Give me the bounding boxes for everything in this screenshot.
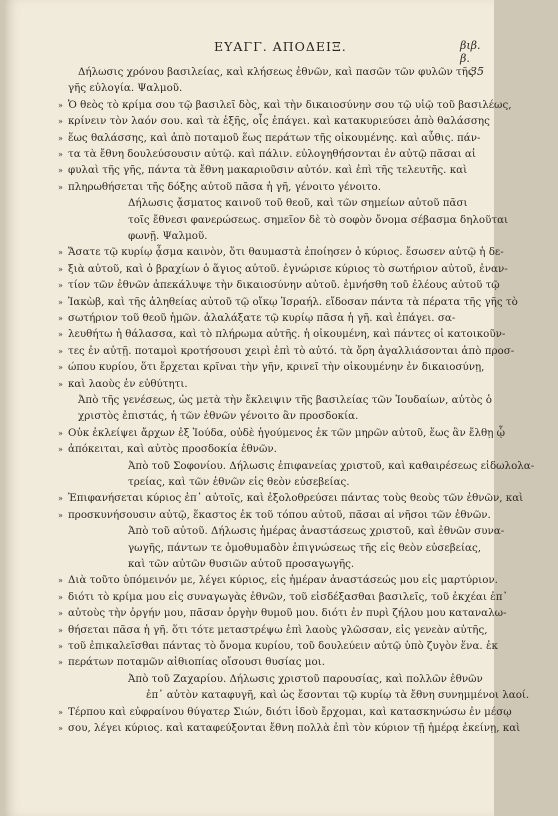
line-text: Διὰ τοῦτο ὑπόμεινόν με, λέγει κύριος, εἰς ἡμέραν ἀναστάσεώς μου εἰς μαρτύριον.	[68, 574, 498, 587]
quotation-mark: »	[58, 166, 63, 176]
line-text: ἕως θαλάσσης, καὶ ἀπὸ ποταμοῦ ἕως περάτων τῆς οἰκουμένης. καὶ αὖθις. πάν-	[68, 131, 481, 144]
line-text: Ἐπιφανήσεται κύριος ἐπ᾽ αὐτοῖς, καὶ ἐξολοθρεύσει πάντας τοὺς θεοὺς τῶν ἐθνῶν, καὶ	[68, 492, 524, 505]
quotation-mark: »	[58, 297, 63, 307]
line-text: γῆς εὐλογία. Ψαλμοῦ.	[68, 82, 183, 95]
quotation-mark: »	[58, 609, 63, 619]
line-text: καὶ τῶν αὐτῶν θυσιῶν αὐτοῦ προσαγωγῆς.	[128, 558, 355, 570]
line-text: ἐπ᾽ αὐτὸν καταφυγῆ, καὶ ὡς ἔσονται τῷ κυρίῳ τὰ ἔθνη συνημμένοι λαοί.	[146, 689, 530, 702]
text-line	[68, 558, 540, 571]
line-text: τρείας, καὶ τῶν ἐθνῶν εἰς θεὸν εὐσεβείας.	[128, 476, 350, 488]
line-text: Ὁ θεὸς τὸ κρίμα σου τῷ βασιλεῖ δὸς, καὶ τὴν δικαιοσύνην σου τῷ υἱῷ τοῦ βασιλέως,	[68, 98, 512, 111]
page-number: 35	[470, 65, 484, 78]
book-page	[4, 0, 535, 816]
line-text: διότι τὸ κρίμα μου εἰς συναγωγὰς ἐθνῶν, τοῦ εἰσδέξασθαι βασιλεῖς, τοῦ ἐκχέαι ἐπ᾽	[68, 590, 508, 603]
quotation-mark: »	[58, 133, 63, 143]
text-line	[68, 394, 490, 407]
text-line	[58, 492, 524, 505]
quotation-mark: »	[58, 428, 63, 438]
text-line	[68, 82, 480, 95]
line-text: Δήλωσις χρόνου βασιλείας, καὶ κλήσεως ἐθνῶν, καὶ πασῶν τῶν φυλῶν τῆς	[78, 66, 474, 78]
running-head: ΕΥΑΓΓ. ΑΠΟΔΕΙΞ.	[214, 39, 347, 54]
quotation-mark: »	[58, 592, 63, 602]
line-text: Ἀπὸ τοῦ αὐτοῦ. Δήλωσις ἡμέρας ἀναστάσεως χριστοῦ, καὶ ἐθνῶν συνα-	[128, 525, 505, 538]
text-line	[58, 246, 504, 259]
line-text: Ἀπὸ τοῦ Σοφονίου. Δήλωσις ἐπιφανείας χριστοῦ, καὶ καθαιρέσεως εἰδωλολα-	[128, 459, 535, 472]
quotation-mark: »	[58, 363, 63, 373]
quotation-mark: »	[58, 510, 63, 520]
quotation-mark: »	[58, 346, 63, 356]
text-line	[68, 410, 490, 423]
quotation-mark: »	[58, 117, 63, 127]
line-text: σου, λέγει κύριος. καὶ καταφεύξονται ἔθνη πολλὰ ἐπὶ τὸν κύριον τῇ ἡμέρᾳ ἐκείνῃ, καὶ	[68, 722, 521, 734]
line-text: προσκυνήσουσιν αὐτῷ, ἕκαστος ἐκ τοῦ τόπου αὐτοῦ, πᾶσαι αἱ νῆσοι τῶν ἐθνῶν.	[68, 508, 491, 521]
text-line	[58, 590, 508, 604]
line-text: Ἰακὼβ, καὶ τῆς ἀληθείας αὐτοῦ τῷ οἴκῳ Ἰσραήλ. εἴδοσαν πάντα τὰ πέρατα τῆς γῆς τὸ	[68, 295, 518, 308]
line-text: τοῦ ἐπικαλεῖσθαι πάντας τὸ ὄνομα κυρίου, τοῦ δουλεύειν αὐτῷ ὑπὸ ζυγὸν ἕνα. ἐκ	[68, 640, 498, 652]
quotation-mark: »	[58, 625, 63, 635]
line-text: τες ἐν αὐτῇ. ποταμοὶ κροτήσουσι χειρὶ ἐπὶ τὸ αὐτό. τὰ ὄρη ἀγαλλιάσονται ἀπὸ προσ-	[68, 344, 515, 357]
line-text: λευθήτω ἡ θάλασσα, καὶ τὸ πλήρωμα αὐτῆς. ἡ οἰκουμένη, καὶ πάντες οἱ κατοικοῦν-	[68, 328, 506, 341]
line-text: χριστὸς ἐπιστάς, ἡ τῶν ἐθνῶν γένοιτο ἂν προσδοκία.	[78, 410, 359, 423]
quotation-mark: »	[58, 100, 63, 110]
text-line	[58, 262, 508, 276]
line-text: καὶ λαοὺς ἐν εὐθύτητι.	[68, 377, 188, 390]
quotation-mark: »	[58, 248, 63, 258]
quotation-mark: »	[58, 264, 63, 274]
text-line	[68, 460, 540, 473]
text-line	[58, 426, 506, 440]
line-text: Ἀπὸ τῆς γενέσεως, ὡς μετὰ τὴν ἔκλειψιν τῆς βασιλείας τῶν Ἰουδαίων, αὐτὸς ὁ	[78, 394, 492, 406]
line-text: Τέρπου καὶ εὐφραίνου θύγατερ Σιών, διότι ἰδοὺ ἔρχομαι, καὶ κατασκηνώσω ἐν μέσῳ	[68, 705, 512, 718]
line-text: περάτων ποταμῶν αἰθιοπίας οἴσουσι θυσίας μοι.	[68, 656, 325, 669]
text-line	[68, 476, 540, 489]
text-line	[68, 673, 540, 686]
text-line	[58, 705, 512, 719]
text-line	[58, 443, 480, 456]
quotation-mark: »	[58, 576, 63, 586]
line-text: Ἀπὸ τοῦ Ζαχαρίου. Δήλωσις χριστοῦ παρουσίας, καὶ πολλῶν ἐθνῶν	[128, 672, 483, 685]
text-line	[58, 312, 480, 325]
quotation-mark: »	[58, 330, 63, 340]
line-text: τα τὰ ἔθνη δουλεύσουσιν αὐτῷ. καὶ πάλιν. εὐλογηθήσονται ἐν αὐτῷ πᾶσαι αἱ	[68, 148, 476, 160]
quotation-mark: »	[58, 150, 63, 159]
text-line	[68, 197, 540, 210]
line-text: Ἄσατε τῷ κυρίῳ ᾆσμα καινὸν, ὅτι θαυμαστὰ ἐποίησεν ὁ κύριος. ἔσωσεν αὐτῷ ἡ δε-	[68, 246, 504, 259]
line-text: Δήλωσις ᾄσματος καινοῦ τοῦ θεοῦ, καὶ τῶν σημείων αὐτοῦ πᾶσι	[128, 197, 468, 210]
quotation-mark: »	[58, 494, 63, 504]
line-text: αὐτοὺς τὴν ὀργήν μου, πᾶσαν ὀργὴν θυμοῦ μου. διότι ἐν πυρὶ ζήλου μου καταναλω-	[68, 607, 507, 620]
text-line	[58, 640, 498, 653]
text-line	[58, 377, 480, 391]
text-line	[58, 115, 490, 128]
quotation-mark: »	[58, 658, 63, 668]
line-text: κρίνειν τὸν λαόν σου. καὶ τὰ ἑξῆς, οἷς ἐπάγει. καὶ κατακυριεύσει ἀπὸ θαλάσσης	[68, 115, 490, 128]
line-text: θήσεται πᾶσα ἡ γῆ. ὅτι τότε μεταστρέψω ἐπὶ λαοὺς γλῶσσαν, εἰς γενεὰν αὐτῆς,	[68, 623, 488, 636]
quotation-mark: »	[58, 379, 63, 389]
text-line	[68, 214, 540, 227]
quotation-mark: »	[58, 724, 63, 733]
line-text: φυλαὶ τῆς γῆς, πάντα τὰ ἔθνη μακαριοῦσιν αὐτόν. καὶ ἐπὶ τῆς τελευτῆς. καὶ	[68, 164, 468, 177]
quotation-mark: »	[58, 707, 63, 717]
line-text: γωγῆς, πάντων τε ὁμοθυμαδὸν ἐπιγνώσεως τῆς εἰς θεὸν εὐσεβείας,	[128, 541, 482, 554]
line-text: τοῖς ἔθνεσι φανερώσεως. σημεῖον δὲ τὸ σοφὸν ὄνομα σέβασμα δηλοῦται	[128, 213, 509, 226]
text-line	[68, 542, 540, 555]
quotation-mark: »	[58, 642, 63, 651]
text-line	[58, 164, 480, 177]
quotation-mark: »	[58, 281, 63, 291]
text-line	[58, 328, 506, 341]
line-text: φωνῇ. Ψαλμοῦ.	[128, 230, 208, 242]
text-line	[58, 180, 480, 194]
text-line	[68, 525, 540, 538]
text-line	[58, 148, 480, 161]
text-line	[68, 689, 558, 702]
text-line	[58, 361, 485, 374]
quotation-mark: »	[58, 445, 63, 455]
line-text: τίον τῶν ἐθνῶν ἀπεκάλυψε τὴν δικαιοσύνην αὐτοῦ. ἐμνήσθη τοῦ ἐλέους αὐτοῦ τῷ	[68, 279, 500, 292]
line-text: Οὐκ ἐκλείψει ἄρχων ἐξ Ἰούδα, οὐδὲ ἡγούμενος ἐκ τῶν μηρῶν αὐτοῦ, ἕως ἂν ἔλθῃ ᾧ	[68, 426, 506, 439]
line-text: πληρωθήσεται τῆς δόξης αὐτοῦ πᾶσα ἡ γῆ, γένοιτο γένοιτο.	[68, 180, 382, 193]
text-line	[58, 344, 515, 358]
text-line	[68, 66, 490, 79]
text-line	[58, 656, 480, 669]
book-indicator: βιβ. β.	[460, 39, 481, 65]
text-line	[58, 508, 491, 522]
text-line	[58, 279, 500, 292]
text-line	[58, 131, 481, 145]
text-line	[58, 722, 521, 735]
quotation-mark: »	[58, 182, 63, 192]
quotation-mark: »	[58, 314, 63, 323]
text-line	[58, 295, 518, 309]
line-text: ξιὰ αὐτοῦ, καὶ ὁ βραχίων ὁ ἅγιος αὐτοῦ. ἐγνώρισε κύριος τὸ σωτήριον αὐτοῦ, ἐναν-	[68, 262, 508, 275]
text-line	[58, 98, 512, 112]
line-text: ἀπόκειται, καὶ αὐτὸς προσδοκία ἐθνῶν.	[68, 443, 277, 456]
text-line	[58, 574, 498, 587]
text-line	[58, 623, 488, 637]
line-text: σωτήριον τοῦ θεοῦ ἡμῶν. ἀλαλάξατε τῷ κυρίῳ πᾶσα ἡ γῆ. καὶ ἐπάγει. σα-	[68, 312, 456, 324]
line-text: ώπου κυρίου, ὅτι ἔρχεται κρῖναι τὴν γῆν, κρινεῖ τὴν οἰκουμένην ἐν δικαιοσύνῃ,	[68, 361, 485, 374]
text-line	[68, 230, 540, 243]
text-line	[58, 607, 507, 620]
